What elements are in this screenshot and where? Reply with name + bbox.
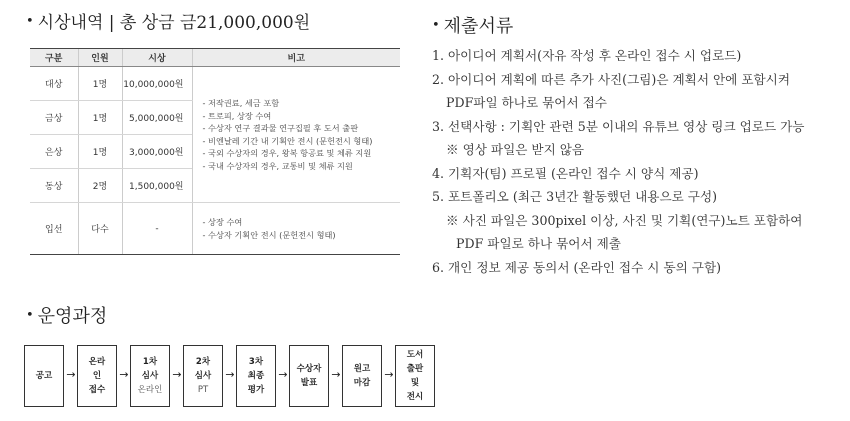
row-count: 1명: [78, 101, 122, 135]
table-row: [30, 203, 400, 255]
list-item: PDF 파일로 하나 묶어서 제출: [456, 236, 621, 251]
row-count: 1명: [78, 67, 122, 101]
row-prize: 3,000,000원: [122, 135, 192, 169]
list-item: 1. 아이디어 계획서(자유 작성 후 온라인 접수 시 업로드): [432, 48, 742, 63]
process-step-label: 온라: [88, 357, 106, 367]
header-prize: 시상: [122, 49, 192, 67]
row-category: 은상: [30, 135, 78, 169]
process-step-label: 수상자: [296, 364, 322, 374]
awards-bullet: •: [26, 14, 34, 29]
notes-main-cell: [192, 67, 400, 203]
process-title-text: 운영과정: [37, 306, 108, 327]
note-line: - 상장 수여: [202, 217, 243, 227]
process-step-label: 평가: [247, 385, 265, 395]
row-category: 동상: [30, 169, 78, 203]
process-step: [183, 345, 223, 407]
docs-section-title: [432, 12, 513, 38]
process-step-label: 심사: [194, 371, 212, 381]
header-count: 인원: [78, 49, 122, 67]
arrow-right-icon: →: [384, 368, 394, 381]
process-step-sub: 온라인: [137, 385, 163, 395]
header-notes: 비고: [192, 49, 400, 67]
arrow-right-icon: →: [225, 368, 235, 381]
row-count: 1명: [78, 135, 122, 169]
list-item: ※ 영상 파일은 받지 않음: [446, 142, 585, 157]
arrow-right-icon: →: [119, 368, 129, 381]
row-prize: 1,500,000원: [122, 169, 192, 203]
process-step-label: 심사: [141, 371, 159, 381]
awards-table-header: [30, 49, 400, 67]
process-step: [395, 345, 435, 407]
process-bullet: •: [26, 308, 34, 323]
process-step-label: 원고: [353, 364, 371, 374]
arrow-right-icon: →: [331, 368, 341, 381]
table-row: [30, 67, 400, 101]
arrow-right-icon: →: [278, 368, 288, 381]
process-step: [77, 345, 117, 407]
process-step-label: 및: [410, 378, 420, 388]
arrow-right-icon: →: [66, 368, 76, 381]
row-prize: -: [122, 203, 192, 255]
note-line: - 국외 수상자의 경우, 왕복 항공료 및 체류 지원: [202, 148, 372, 158]
process-step-label: 출판: [406, 364, 424, 374]
note-line: - 비엔날레 기간 내 기획안 전시 (문헌전시 형태): [202, 135, 373, 146]
row-prize: 10,000,000원: [122, 67, 192, 101]
list-item: 2. 아이디어 계획에 따른 추가 사진(그림)은 계획서 안에 포함시켜: [432, 71, 791, 87]
list-item: 6. 개인 정보 제공 동의서 (온라인 접수 시 동의 구함): [432, 259, 722, 275]
list-item: ※ 사진 파일은 300pixel 이상, 사진 및 기획(연구)노트 포함하여: [446, 212, 803, 228]
list-item: 4. 기획자(팀) 프로필 (온라인 접수 시 양식 제공): [432, 165, 699, 181]
process-step-label: 마감: [353, 378, 371, 388]
note-line: - 저작권료, 세금 포함: [202, 98, 280, 108]
row-category: 입선: [30, 203, 78, 255]
docs-title-text: 제출서류: [443, 16, 514, 37]
header-category: 구분: [30, 49, 78, 67]
process-step: [289, 345, 329, 407]
row-category: 대상: [30, 67, 78, 101]
awards-table: [30, 48, 400, 255]
row-count: 2명: [78, 169, 122, 203]
process-section-title: [26, 302, 107, 328]
process-step-label: 1차: [142, 357, 158, 367]
process-step: [236, 345, 276, 407]
process-step-label: 발표: [300, 378, 318, 388]
note-line: - 수상자 연구 결과물 연구집필 후 도서 출판: [202, 123, 359, 133]
process-step-sub: PT: [197, 385, 209, 395]
process-step: [130, 345, 170, 407]
list-item: 3. 선택사항 : 기획안 관련 5분 이내의 유튜브 영상 링크 업로드 가능: [432, 118, 805, 134]
process-step: [342, 345, 382, 407]
row-prize: 5,000,000원: [122, 101, 192, 135]
process-step: [24, 345, 64, 407]
arrow-right-icon: →: [172, 368, 182, 381]
note-line: - 국내 수상자의 경우, 교통비 및 체류 지원: [202, 160, 353, 171]
awards-section-title: [26, 8, 310, 33]
process-step-label: 공고: [35, 371, 53, 381]
row-category: 금상: [30, 101, 78, 135]
notes-last-cell: [192, 203, 400, 255]
process-step-label: 최종: [247, 371, 265, 381]
note-line: - 트로피, 상장 수여: [202, 110, 272, 121]
note-line: - 수상자 기획안 전시 (문헌전시 형태): [202, 229, 336, 240]
docs-bullet: •: [432, 18, 440, 33]
process-step-label: 2차: [195, 357, 211, 367]
process-step-label: 접수: [88, 385, 106, 395]
process-step-label: 인: [92, 371, 102, 381]
docs-list: [432, 44, 848, 279]
list-item: 5. 포트폴리오 (최근 3년간 활동했던 내용으로 구성): [432, 189, 718, 204]
process-step-label: 3차: [248, 357, 264, 367]
process-step-label: 도서: [406, 350, 424, 360]
list-item: PDF파일 하나로 묶어서 접수: [446, 95, 607, 110]
process-step-label: 전시: [406, 392, 424, 402]
awards-title-text: 시상내역 | 총 상금 금21,000,000원: [37, 13, 311, 33]
row-count: 다수: [78, 203, 122, 255]
